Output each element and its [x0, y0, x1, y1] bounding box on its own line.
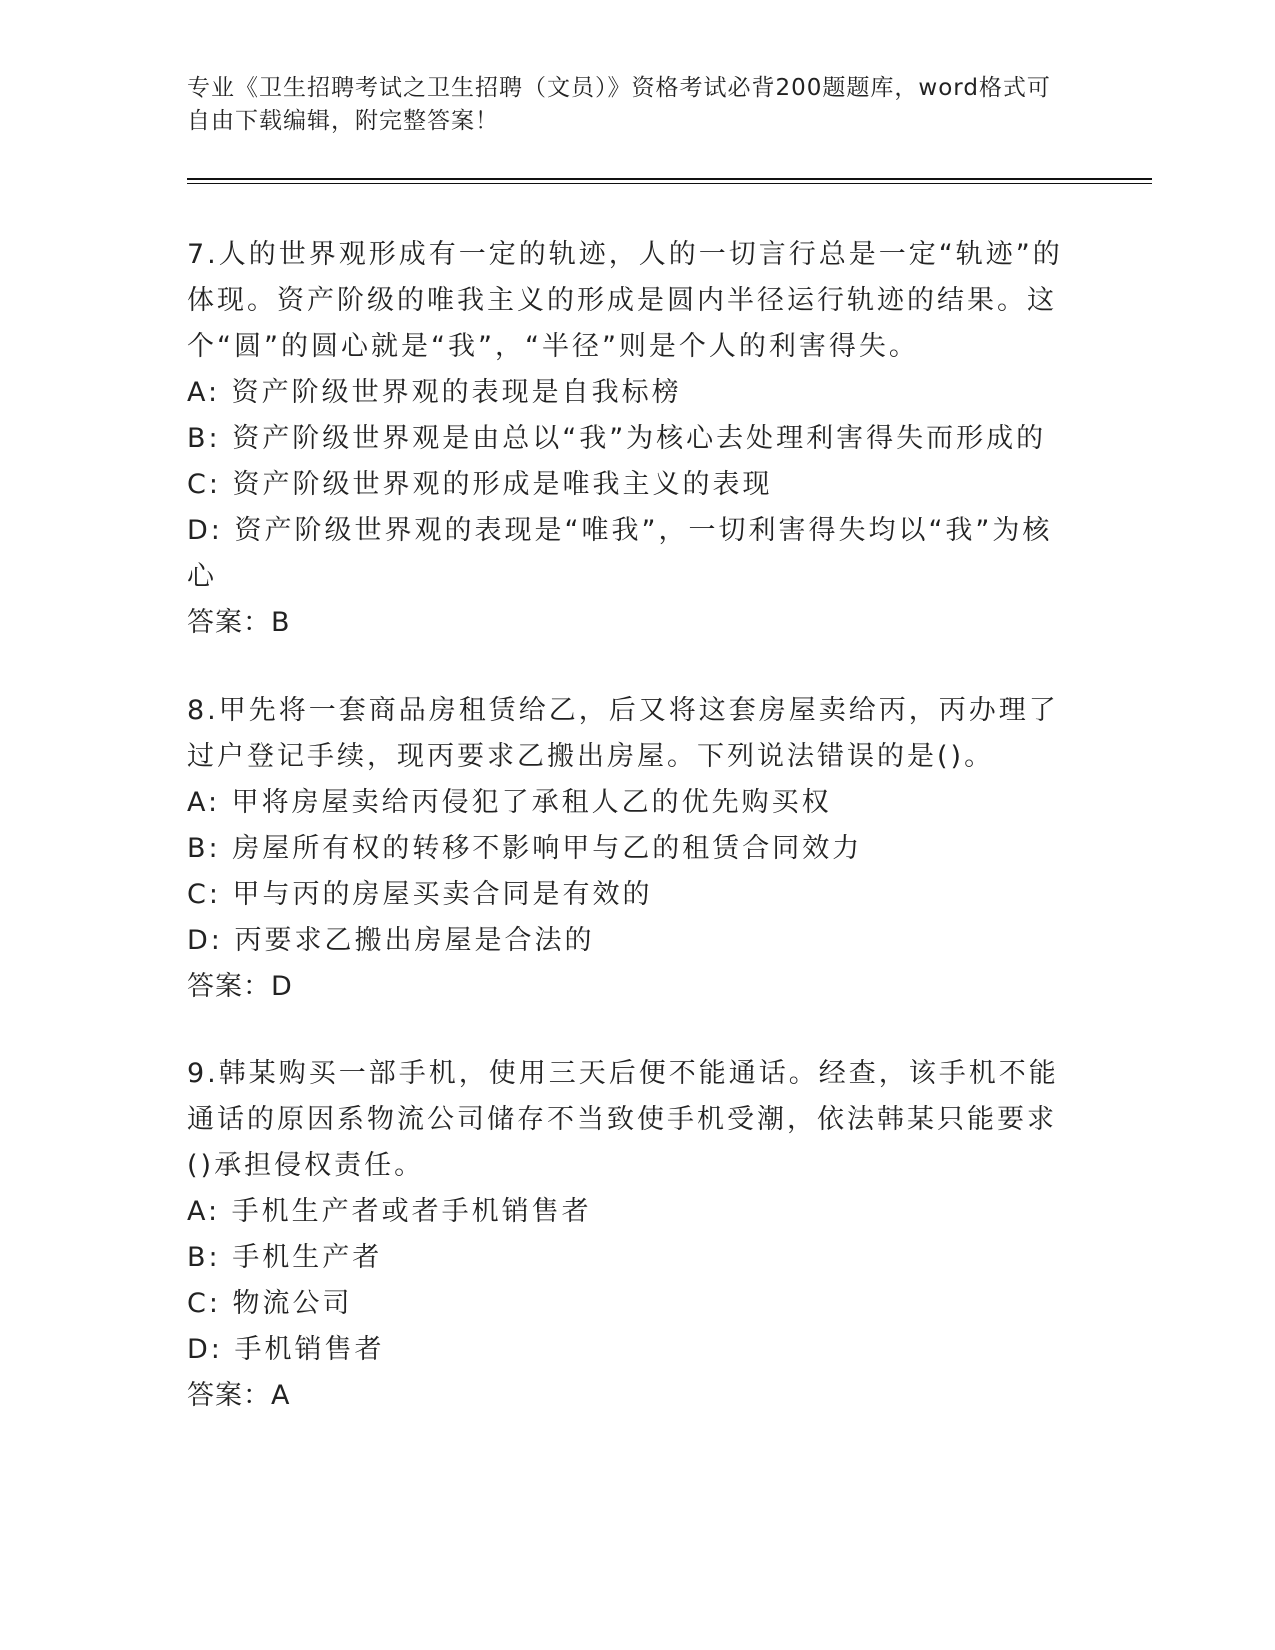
option-d: D: 丙要求乙搬出房屋是合法的 — [187, 925, 595, 956]
answer-line: 答案：D — [187, 971, 293, 1002]
option-d: D: 资产阶级世界观的表现是“唯我”，一切利害得失均以“我”为核心 — [187, 515, 1053, 592]
option-a: A: 资产阶级世界观的表现是自我标榜 — [187, 377, 682, 408]
question-stem: 8.甲先将一套商品房租赁给乙，后又将这套房屋卖给丙，丙办理了过户登记手续，现丙要求乙搬出房屋。下列说法错误的是()。 — [187, 695, 1059, 772]
option-c: C: 甲与丙的房屋买卖合同是有效的 — [187, 879, 653, 910]
document-header: 专业《卫生招聘考试之卫生招聘（文员）》资格考试必背200题题库，word格式可自由下载编辑，附完整答案！ — [187, 75, 1051, 134]
question-block — [187, 688, 1067, 1010]
option-a: A: 甲将房屋卖给丙侵犯了承租人乙的优先购买权 — [187, 787, 832, 818]
option-c: C: 物流公司 — [187, 1288, 353, 1319]
option-c: C: 资产阶级世界观的形成是唯我主义的表现 — [187, 469, 773, 500]
option-b: B: 房屋所有权的转移不影响甲与乙的租赁合同效力 — [187, 833, 863, 864]
question-block — [187, 1051, 1067, 1419]
option-d: D: 手机销售者 — [187, 1334, 385, 1365]
header-divider — [187, 178, 1152, 184]
option-b: B: 资产阶级世界观是由总以“我”为核心去处理利害得失而形成的 — [187, 423, 1047, 454]
question-stem: 7.人的世界观形成有一定的轨迹，人的一切言行总是一定“轨迹”的体现。资产阶级的唯我主义的形成是圆内半径运行轨迹的结果。这个“圆”的圆心就是“我”，“半径”则是个人的利害得失。 — [187, 239, 1063, 362]
question-stem: 9.韩某购买一部手机，使用三天后便不能通话。经查，该手机不能通话的原因系物流公司储存不当致使手机受潮，依法韩某只能要求()承担侵权责任。 — [187, 1058, 1059, 1181]
answer-line: 答案：B — [187, 607, 291, 638]
option-b: B: 手机生产者 — [187, 1242, 383, 1273]
option-a: A: 手机生产者或者手机销售者 — [187, 1196, 592, 1227]
answer-line: 答案：A — [187, 1380, 291, 1411]
question-block — [187, 232, 1067, 646]
